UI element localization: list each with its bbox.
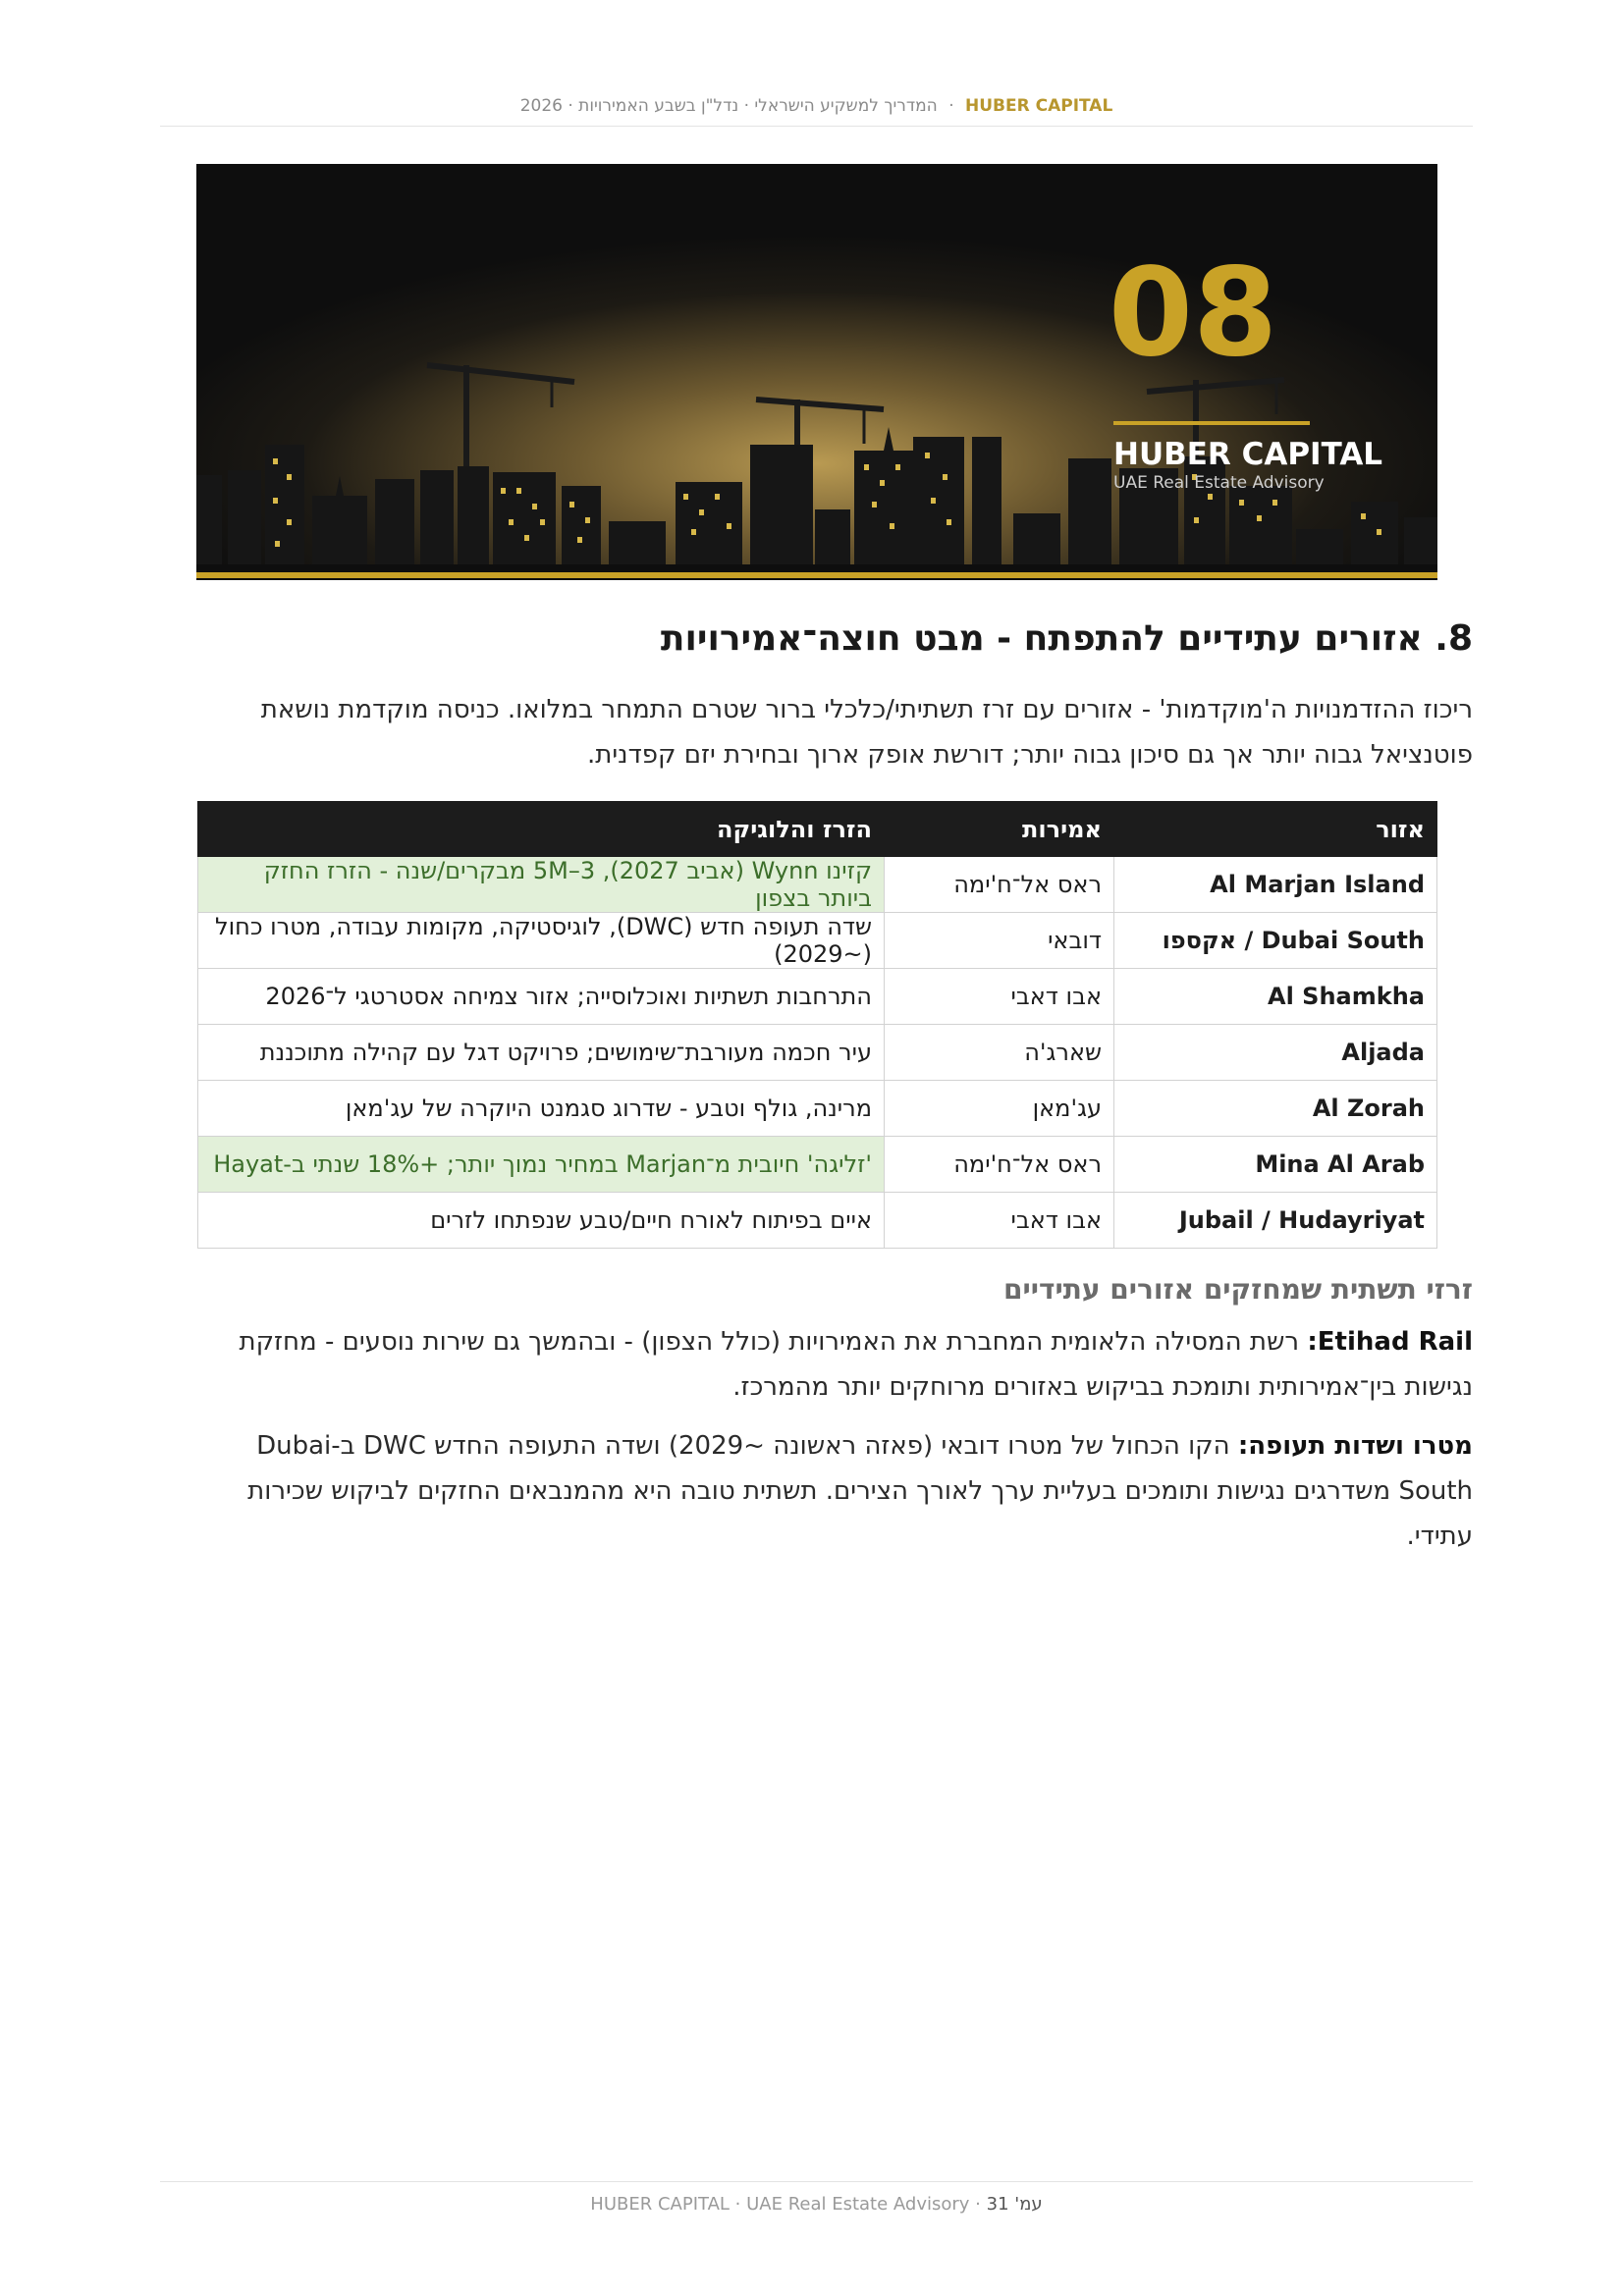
cell-area: Jubail / Hudayriyat — [1114, 1193, 1437, 1249]
cell-emirate: דובאי — [885, 913, 1114, 969]
driver-label: מטרו ושדות תעופה: — [1237, 1431, 1473, 1461]
section-intro: ריכוז ההזדמנויות ה'מוקדמות' - אזורים עם זרז תשתיתי/כלכלי ברור שטרם התמחר במלואו. כניסה מוקדמת נושאת פוטנציאל גבוה יותר אך גם סיכון גבוה יותר; דורשת אופק ארוך ובחירת יזם קפדנית. — [260, 695, 1473, 770]
cell-area: Mina Al Arab — [1114, 1137, 1437, 1193]
chapter-banner — [196, 164, 1437, 580]
cell-rationale: התרחבות תשתיות ואוכלוסייה; אזור צמיחה אסטרטגי ל־2026 — [198, 969, 885, 1025]
banner-brand-rule — [1113, 421, 1310, 425]
cell-emirate: ראס אל־ח'ימה — [885, 857, 1114, 913]
header-rationale: הזרז והלוגיקה — [198, 802, 885, 857]
header-separator: · — [948, 96, 954, 116]
page-number: עמ' 31 — [986, 2194, 1043, 2215]
driver-etihad-rail — [187, 1319, 1473, 1410]
driver-text: רשת המסילה הלאומית המחברת את האמירויות (כולל הצפון) - ובהמשך גם שירות נוסעים - מחזקת נגישות בין־אמירותית ותומכת בביקוש באזורים מרוחקים יותר מהמרכז. — [239, 1327, 1473, 1402]
driver-label: Etihad Rail: — [1307, 1327, 1473, 1357]
cell-emirate: אבו דאבי — [885, 1193, 1114, 1249]
chapter-number: 08 — [1108, 242, 1278, 384]
page-header — [160, 96, 1473, 127]
table-row — [198, 857, 1437, 913]
cell-emirate: שארג'ה — [885, 1025, 1114, 1081]
cell-emirate: עג'מאן — [885, 1081, 1114, 1137]
cell-emirate: ראס אל־ח'ימה — [885, 1137, 1114, 1193]
cell-area: Dubai South / אקספו — [1114, 913, 1437, 969]
cell-area: Al Shamkha — [1114, 969, 1437, 1025]
banner-gold-strip — [196, 572, 1437, 578]
cell-rationale: 'זליגה' חיובית מ־Marjan במחיר נמוך יותר; +18% שנתי ב-Hayat — [198, 1137, 885, 1193]
cell-area: Al Marjan Island — [1114, 857, 1437, 913]
future-areas-table — [197, 801, 1437, 1249]
footer-brand-line: HUBER CAPITAL · UAE Real Estate Advisory — [590, 2194, 970, 2215]
cell-emirate: אבו דאבי — [885, 969, 1114, 1025]
header-area: אזור — [1114, 802, 1437, 857]
table-row — [198, 1193, 1437, 1249]
header-emirate: אמירות — [885, 802, 1114, 857]
drivers-title: זרזי תשתית שמחזקים אזורים עתידיים — [1003, 1273, 1473, 1306]
cell-rationale: שדה תעופה חדש (DWC), לוגיסטיקה, מקומות עבודה, מטרו כחול (~2029) — [198, 913, 885, 969]
page-footer — [160, 2181, 1473, 2215]
table-row — [198, 1137, 1437, 1193]
header-brand: HUBER CAPITAL — [965, 96, 1113, 116]
driver-text: הקו הכחול של מטרו דובאי (פאזה ראשונה ~2029) ושדה התעופה החדש DWC ב-Dubai South משדרגים נגישות ותומכים בעליית ערך לאורך הצירים. תשתית טובה היא מהמנבאים החזקים לביקוש שכירות עתידי. — [247, 1431, 1473, 1551]
cell-rationale: איים בפיתוח לאורח חיים/טבע שנפתחו לזרים — [198, 1193, 885, 1249]
section-title: 8. אזורים עתידיים להתפתח - מבט חוצה־אמירויות — [660, 618, 1473, 659]
driver-metro-airports — [187, 1423, 1473, 1559]
table-row — [198, 1025, 1437, 1081]
table-row — [198, 969, 1437, 1025]
cell-area: Al Zorah — [1114, 1081, 1437, 1137]
banner-brand-name: HUBER CAPITAL — [1113, 437, 1383, 472]
table-row — [198, 1081, 1437, 1137]
table-header-row — [198, 802, 1437, 857]
header-guide-title: המדריך למשקיע הישראלי · נדל"ן בשבע האמירויות · 2026 — [519, 96, 938, 116]
footer-separator: · — [969, 2194, 981, 2215]
cell-area: Aljada — [1114, 1025, 1437, 1081]
cell-rationale: עיר חכמה מעורבת־שימושים; פרויקט דגל עם קהילה מתוכננת — [198, 1025, 885, 1081]
table-row — [198, 913, 1437, 969]
cell-rationale: מרינה, גולף וטבע - שדרוג סגמנט היוקרה של עג'מאן — [198, 1081, 885, 1137]
cell-rationale: קזינו Wynn (אביב 2027), 3–5M מבקרים/שנה - הזרז החזק ביותר בצפון — [198, 857, 885, 913]
banner-brand-tagline: UAE Real Estate Advisory — [1113, 473, 1325, 493]
